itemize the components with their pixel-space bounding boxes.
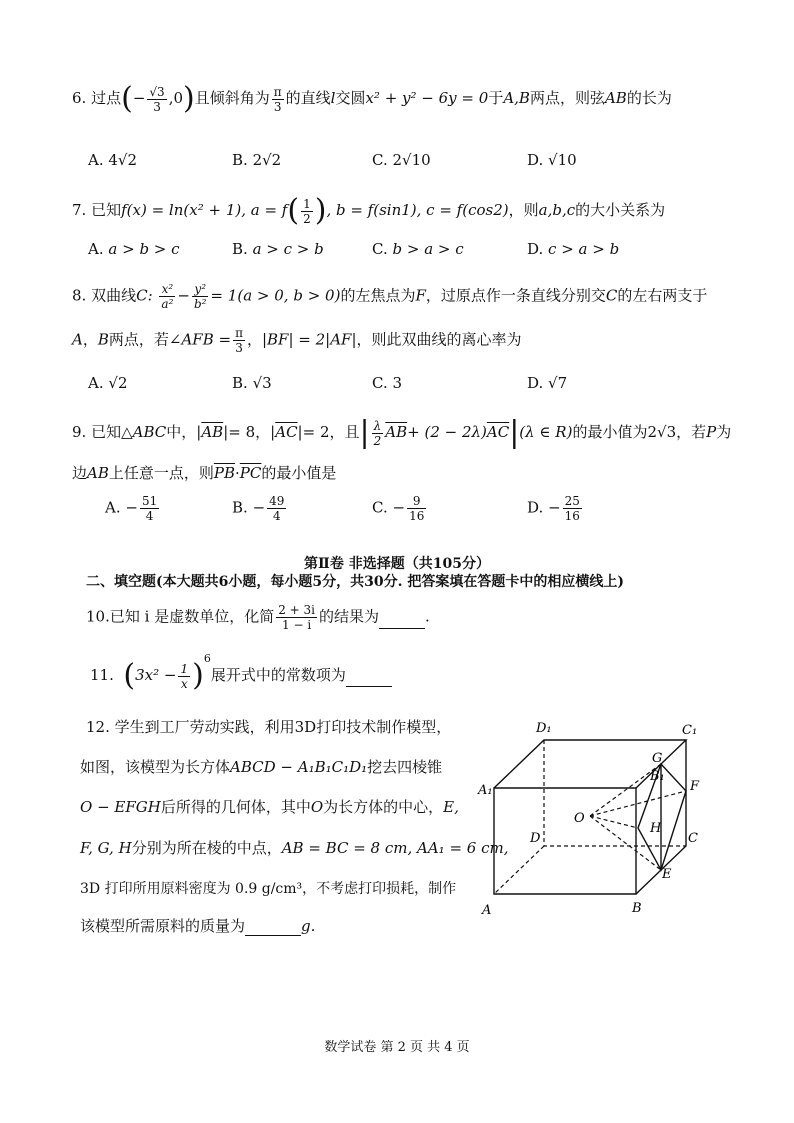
q8-option-b: B. √3 — [232, 374, 272, 392]
q8-option-c: C. 3 — [372, 374, 403, 392]
q9-number: 9. — [72, 423, 87, 441]
vertex-label: C₁ — [682, 723, 698, 738]
vertex-label: B — [632, 901, 642, 916]
q6-angle-fraction: $\frac{\pi}{3}$ — [273, 84, 282, 114]
vertex-label: A₁ — [478, 783, 493, 798]
q8-number: 8. — [72, 286, 87, 305]
q8-option-d: D. √7 — [527, 374, 568, 392]
vertex-label: H — [650, 821, 662, 836]
vertex-label: B₁ — [650, 769, 665, 784]
q8-x-fraction: $\frac{\text{x²}}{\text{a²}}$ — [161, 282, 174, 311]
pyramid-hidden-edges — [590, 764, 686, 870]
q7-option-d: D. c > a > b — [527, 240, 620, 258]
vertex-label: G — [652, 751, 663, 766]
vertex-label: A — [482, 903, 492, 918]
q6-option-c: C. 2√10 — [372, 151, 431, 169]
vertex-label: E — [662, 867, 672, 882]
vertex-label: D — [530, 831, 541, 846]
vertex-label: F — [690, 779, 700, 794]
q8-option-a: A. √2 — [88, 374, 128, 392]
cuboid-front-face — [494, 788, 636, 894]
page-footer: 数学试卷 第 2 页 共 4 页 — [324, 1040, 470, 1055]
q7-option-a: A. a > b > c — [88, 240, 180, 258]
q12-line3: O − EFGH后所得的几何体，其中O为长方体的中心，E, — [80, 798, 459, 816]
q9-option-d: D. − $\frac{25}{16}$ — [527, 494, 580, 523]
q7-number: 7. — [72, 201, 87, 219]
q12-line4: F, G, H分别为所在棱的中点，AB = BC = 8 cm, AA₁ = 6 cm, — [80, 839, 509, 857]
q12-number: 12. — [86, 718, 110, 736]
q7-half-fraction: $\frac{1}{2}$ — [303, 196, 311, 226]
q6-circle-equation: x² + y² − 6y = 0 — [365, 89, 489, 107]
question-6: 6. 过点(− $\frac{√3}{3}$ ,0)且倾斜角为 $\frac{\pi}{3}$ 的直线l交圆x² + y² − 6y = 0于A,B两点，则弦AB的长为 — [72, 81, 672, 116]
q8-y-fraction: $\frac{\text{y²}}{\text{b²}}$ — [193, 282, 207, 311]
q9-lambda-fraction: $\frac{\lambda}{2}$ — [373, 418, 382, 448]
question-11: 11. (3x² − $\frac{1}{x}$ )$^6$展开式中的常数项为 — [90, 660, 392, 691]
q7-option-b: B. a > c > b — [232, 240, 324, 258]
question-8-line2: A，B两点，若∠AFB = $\frac{\pi}{3}$ ，|BF| = 2|AF|，则此双曲线的离心率为 — [72, 326, 522, 355]
q8-angle-fraction: $\frac{\pi}{3}$ — [235, 326, 243, 355]
vertex-label: O — [574, 811, 585, 826]
q12-answer-blank[interactable] — [245, 917, 301, 936]
q11-fraction: $\frac{1}{x}$ — [180, 661, 189, 691]
q12-line6: 该模型所需原料的质量为 g. — [80, 917, 316, 935]
vertex-label: D₁ — [536, 721, 552, 736]
question-7: 7. 已知f(x) = ln(x² + 1), a = f( $\frac{1}{2}$ ), b = f(sin1), c = f(cos2)，则a,b,c的大小关系为 — [72, 193, 666, 228]
q6-option-d: D. √10 — [527, 151, 577, 169]
section-instructions: 二、填空题(本大题共6小题，每小题5分，共30分. 把答案填在答题卡中的相应横线上) — [86, 574, 624, 590]
q10-number: 10. — [86, 607, 110, 626]
q12-line5: 3D 打印所用原料密度为 0.9 g/cm³，不考虑打印损耗，制作 — [80, 881, 457, 897]
q9-option-b: B. − $\frac{49}{4}$ — [232, 494, 285, 523]
question-8: 8. 双曲线C: $\frac{\text{x²}}{\text{a²}}$ − $\frac{\text{y²}}{\text{b²}}$ = 1(a > 0, b > 0)的左焦点为F，过原点作一条直线分别交C的左右两支于 — [72, 282, 708, 311]
vertex-label: C — [688, 831, 698, 846]
q10-answer-blank[interactable] — [379, 606, 425, 629]
q6-coord-fraction: $\frac{√3}{3}$ — [149, 84, 165, 114]
q7-option-c: C. b > a > c — [372, 240, 464, 258]
q6-option-a: A. 4√2 — [88, 151, 138, 169]
q9-option-c: C. − $\frac{9}{16}$ — [372, 494, 425, 523]
q12-line2: 如图，该模型为长方体ABCD − A₁B₁C₁D₁挖去四棱锥 — [80, 758, 443, 776]
q6-option-b: B. 2√2 — [232, 151, 282, 169]
q11-answer-blank[interactable] — [346, 664, 392, 687]
q6-number: 6. — [72, 89, 87, 107]
q9-option-a: A. − $\frac{51}{4}$ — [105, 494, 158, 523]
question-10: 10.已知 i 是虚数单位，化简 $\frac{2 + 3i}{1 - i}$ 的结果为 . — [86, 603, 430, 632]
q10-fraction: $\frac{2 + 3i}{1 - i}$ — [278, 603, 315, 632]
section-title: 第Ⅱ卷 非选择题（共105分） — [304, 556, 490, 572]
cuboid-figure — [474, 718, 704, 918]
q11-number: 11. — [90, 666, 114, 684]
question-9: 9. 已知△ABC中，$|\overline{AB}|= 8$，$|\overline{AC}|= 2$，且| $\frac{\lambda}{2}$ $\overline{AB}+ (2 - 2\lambda)\overline{AC}|(\lambda$ ∈ R)的最小值为2√3，若P为 — [72, 415, 732, 450]
q12-line1: 12. 学生到工厂劳动实践，利用3D打印技术制作模型， — [86, 718, 452, 736]
question-9-line2: 边AB上任意一点，则$\overline{PB}\cdot\overline{PC}$的最小值是 — [72, 464, 337, 482]
